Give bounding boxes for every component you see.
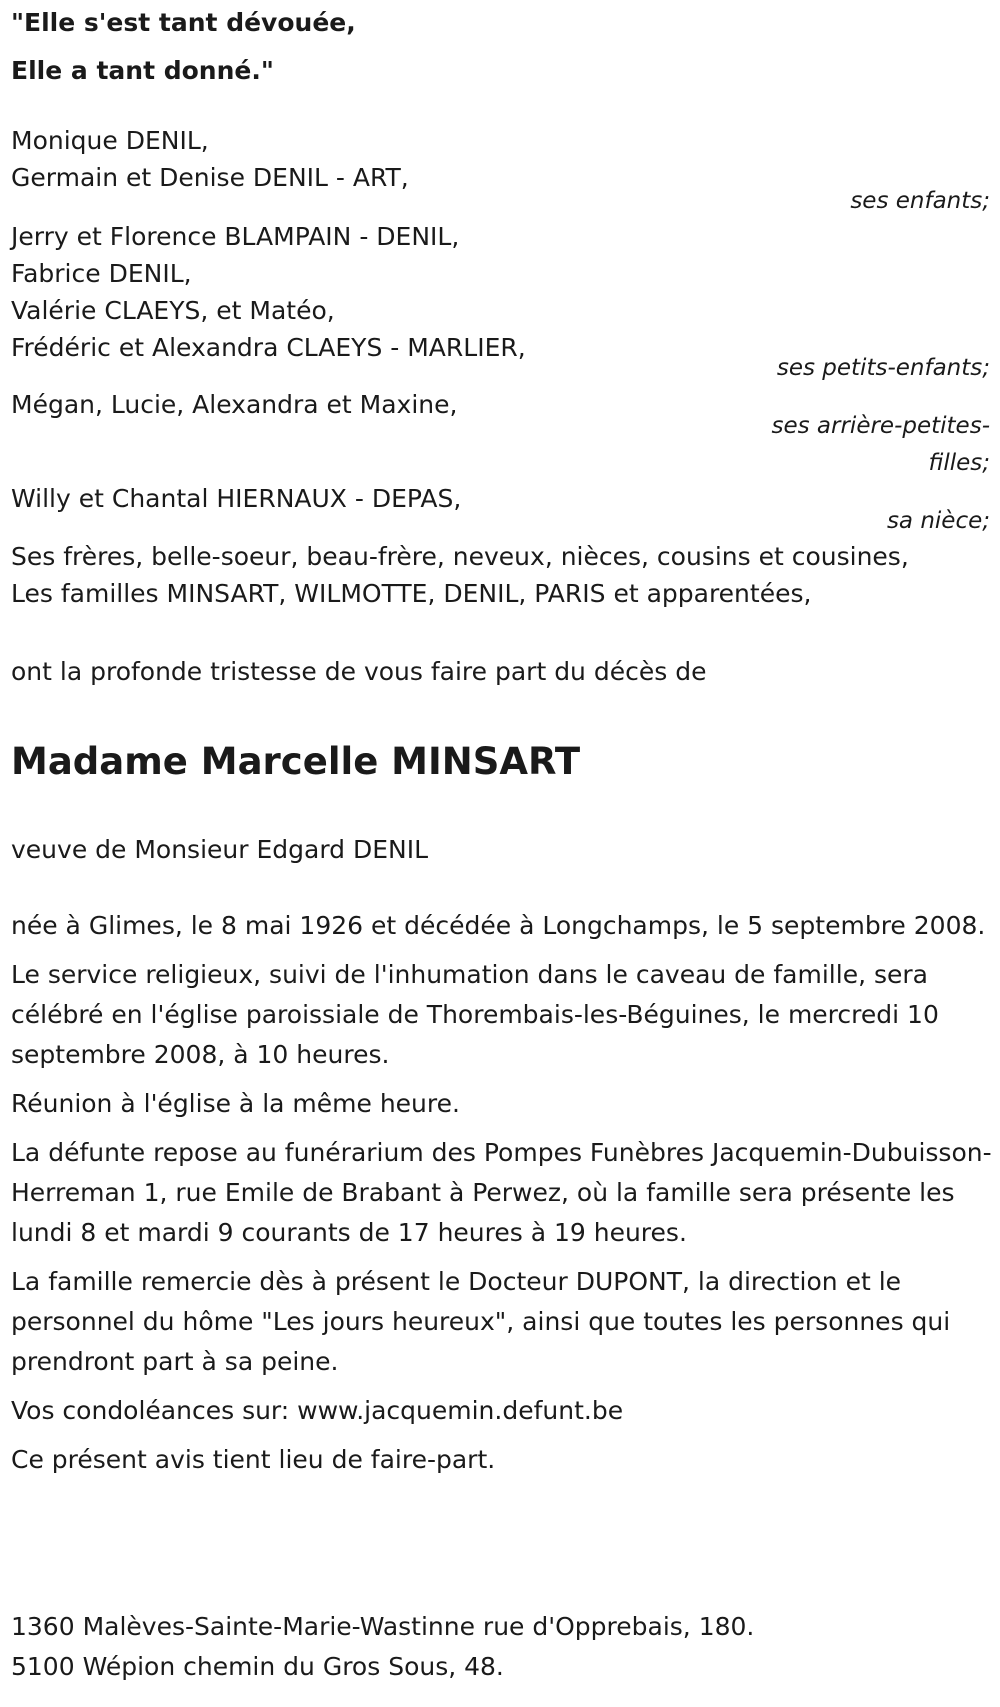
family-member: Fabrice DENIL,	[11, 259, 192, 288]
family-member: Ses frères, belle-soeur, beau-frère, neveux, nièces, cousins et cousines,	[11, 542, 909, 571]
relation-label: ses petits-enfants;	[776, 355, 990, 381]
epigraph	[11, 6, 356, 88]
family-member: Valérie CLAEYS, et Matéo,	[11, 296, 335, 325]
funerarium-info: La défunte repose au funérarium des Pompes Funèbres Jacquemin-Dubuisson-Herreman 1, rue Emile de Brabant à Perwez, où la famille sera présente les lundi 8 et mardi 9 courants de 17 heures à 19 heures.	[11, 1138, 992, 1247]
relation-label: ses enfants;	[850, 188, 990, 214]
niece-block	[11, 480, 461, 517]
relation-label: filles;	[928, 450, 990, 476]
addresses	[11, 1607, 754, 1687]
relation-label: sa nièce;	[886, 508, 990, 534]
epigraph-line: Elle a tant donné."	[11, 56, 274, 85]
family-member: Les familles MINSART, WILMOTTE, DENIL, PARIS et apparentées,	[11, 579, 812, 608]
family-member: Frédéric et Alexandra CLAEYS - MARLIER,	[11, 333, 526, 362]
epigraph-line: "Elle s'est tant dévouée,	[11, 8, 356, 37]
great-grandchildren-block	[11, 386, 457, 423]
address-line: 5100 Wépion chemin du Gros Sous, 48.	[11, 1652, 504, 1681]
family-member: Monique DENIL,	[11, 126, 209, 155]
notice-info: Ce présent avis tient lieu de faire-part.	[11, 1445, 496, 1474]
deceased-name: Madame Marcelle MINSART	[11, 740, 581, 783]
announcement: ont la profonde tristesse de vous faire part du décès de	[11, 657, 707, 686]
meeting-info: Réunion à l'église à la même heure.	[11, 1089, 460, 1118]
family-member: Jerry et Florence BLAMPAIN - DENIL,	[11, 222, 460, 251]
spouse-line: veuve de Monsieur Edgard DENIL	[11, 835, 429, 864]
grandchildren-block	[11, 218, 526, 366]
details-block	[11, 906, 993, 1480]
address-line: 1360 Malèves-Sainte-Marie-Wastinne rue d'Opprebais, 180.	[11, 1612, 755, 1641]
other-relatives	[11, 538, 909, 612]
thanks-info: La famille remercie dès à présent le Docteur DUPONT, la direction et le personnel du hôme "Les jours heureux", ainsi que toutes les personnes qui prendront part à sa peine.	[11, 1267, 951, 1376]
family-member: Willy et Chantal HIERNAUX - DEPAS,	[11, 484, 462, 513]
family-member: Germain et Denise DENIL - ART,	[11, 163, 409, 192]
condolences-info: Vos condoléances sur: www.jacquemin.defunt.be	[11, 1396, 624, 1425]
family-member: Mégan, Lucie, Alexandra et Maxine,	[11, 390, 458, 419]
relation-label: ses arrière-petites-	[771, 413, 990, 439]
service-info: Le service religieux, suivi de l'inhumation dans le caveau de famille, sera célébré en l'église paroissiale de Thorembais-les-Béguines, le mercredi 10 septembre 2008, à 10 heures.	[11, 960, 939, 1069]
birth-death: née à Glimes, le 8 mai 1926 et décédée à Longchamps, le 5 septembre 2008.	[11, 911, 986, 940]
children-block	[11, 122, 993, 196]
